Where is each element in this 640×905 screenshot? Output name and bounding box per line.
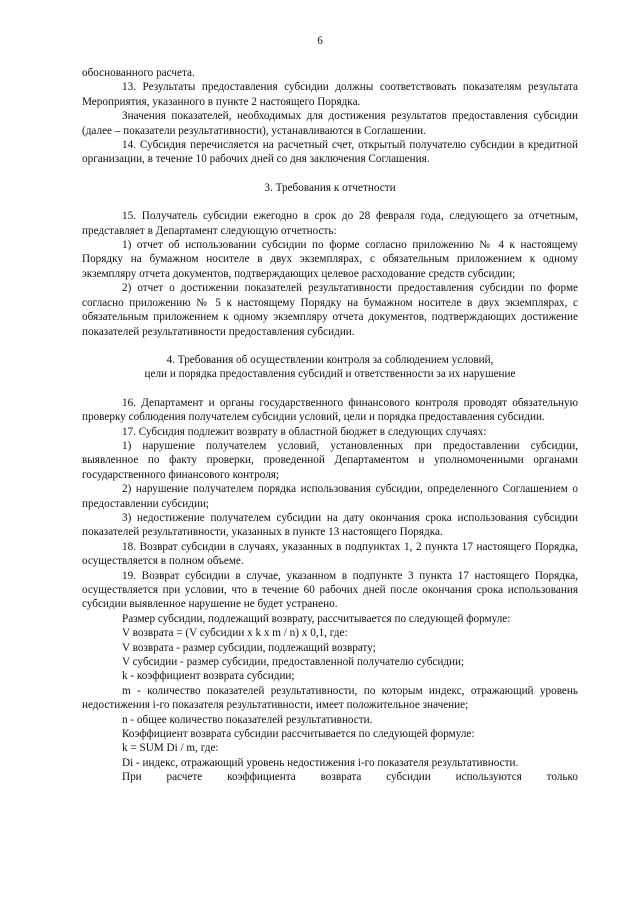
paragraph-16: 16. Департамент и органы государственного финансового контроля проводят обязательную проверку соблюдения получателем субсидии условий, цели и порядка предоставления субсидии. <box>82 396 578 424</box>
definition: m - количество показателей результативности, по которым индекс, отражающий уровень недостижения i-го показателя результативности, имеет положительное значение; <box>82 684 578 712</box>
list-item: 2) отчет о достижении показателей результативности предоставления субсидии по форме согласно приложению № 5 к настоящему Порядку на бумажном носителе в двух экземплярах, с обязательным приложением к одному экземпляру отчета документов, подтверждающих достижение показателей результативности предоставления субсидии. <box>82 282 578 338</box>
paragraph: При расчете коэффициента возврата субсидии используются только <box>122 771 578 784</box>
list-item: 3) недостижение получателем субсидии на дату окончания срока использования субсидии показателей результативности, указанных в пункте 13 настоящего Порядка. <box>82 511 578 539</box>
paragraph-18: 18. Возврат субсидии в случаях, указанных в подпунктах 1, 2 пункта 17 настоящего Порядка, осуществляется в полном объеме. <box>82 540 578 568</box>
section-4-heading-line1: 4. Требования об осуществлении контроля за соблюдением условий, <box>166 353 494 366</box>
formula: k = SUM Di / m, где: <box>122 742 219 755</box>
list-item: 1) отчет об использовании субсидии по форме согласно приложению № 4 к настоящему Порядку на бумажном носителе в двух экземплярах, с обязательным приложением к одному экземпляру отчета документов, подтверждающих целевое расходование средств субсидии; <box>82 239 578 280</box>
paragraph-14: 14. Субсидия перечисляется на расчетный счет, открытый получателю субсидии в кредитной организации, в течение 10 рабочих дней со дня заключения Соглашения. <box>82 139 578 166</box>
definition: n - общее количество показателей результативности. <box>122 713 373 726</box>
list-item: 1) нарушение получателем условий, установленных при предоставлении субсидии, выявленное по факту проверки, проведенной Департаментом и уполномоченными органами государственного финансового контроля; <box>82 439 578 481</box>
definition: Di - индекс, отражающий уровень недостижения i-го показателя результативности. <box>122 756 519 769</box>
page-number: 6 <box>317 35 323 47</box>
paragraph-19: 19. Возврат субсидии в случае, указанном в подпункте 3 пункта 17 настоящего Порядка, осуществляется при условии, что в течение 60 рабочих дней после окончания срока использования субсидии выявленное нарушение не будет устранено. <box>82 569 578 611</box>
paragraph-15: 15. Получатель субсидии ежегодно в срок до 28 февраля года, следующего за отчетным, представляет в Департамент следующую отчетность: <box>82 210 578 237</box>
paragraph-13: 13. Результаты предоставления субсидии должны соответствовать показателям результата Мероприятия, указанного в пункте 2 настоящего Порядка. <box>82 81 578 108</box>
section-4-heading-line2: цели и порядка предоставления субсидий и ответственности за их нарушение <box>144 368 516 381</box>
document-body <box>82 66 578 785</box>
formula: V возврата = (V субсидии x k x m / n) x 0,1, где: <box>122 627 348 640</box>
definition: k - коэффициент возврата субсидии; <box>122 670 295 683</box>
paragraph: Коэффициент возврата субсидии рассчитывается по следующей формуле: <box>122 728 475 741</box>
paragraph: Значения показателей, необходимых для достижения результатов предоставления субсидии (далее – показатели результативности), устанавливаются в Соглашении. <box>82 110 578 137</box>
paragraph: обоснованного расчета. <box>82 67 195 79</box>
paragraph: Размер субсидии, подлежащий возврату, рассчитывается по следующей формуле: <box>122 612 511 625</box>
section-3-heading: 3. Требования к отчетности <box>264 181 396 194</box>
definition: V возврата - размер субсидии, подлежащий возврату; <box>122 641 376 654</box>
paragraph-17: 17. Субсидия подлежит возврату в областной бюджет в следующих случаях: <box>122 425 487 438</box>
list-item: 2) нарушение получателем порядка использования субсидии, определенного Соглашением о предоставлении субсидии; <box>82 483 578 510</box>
definition: V субсидии - размер субсидии, предоставленной получателю субсидии; <box>122 656 465 669</box>
